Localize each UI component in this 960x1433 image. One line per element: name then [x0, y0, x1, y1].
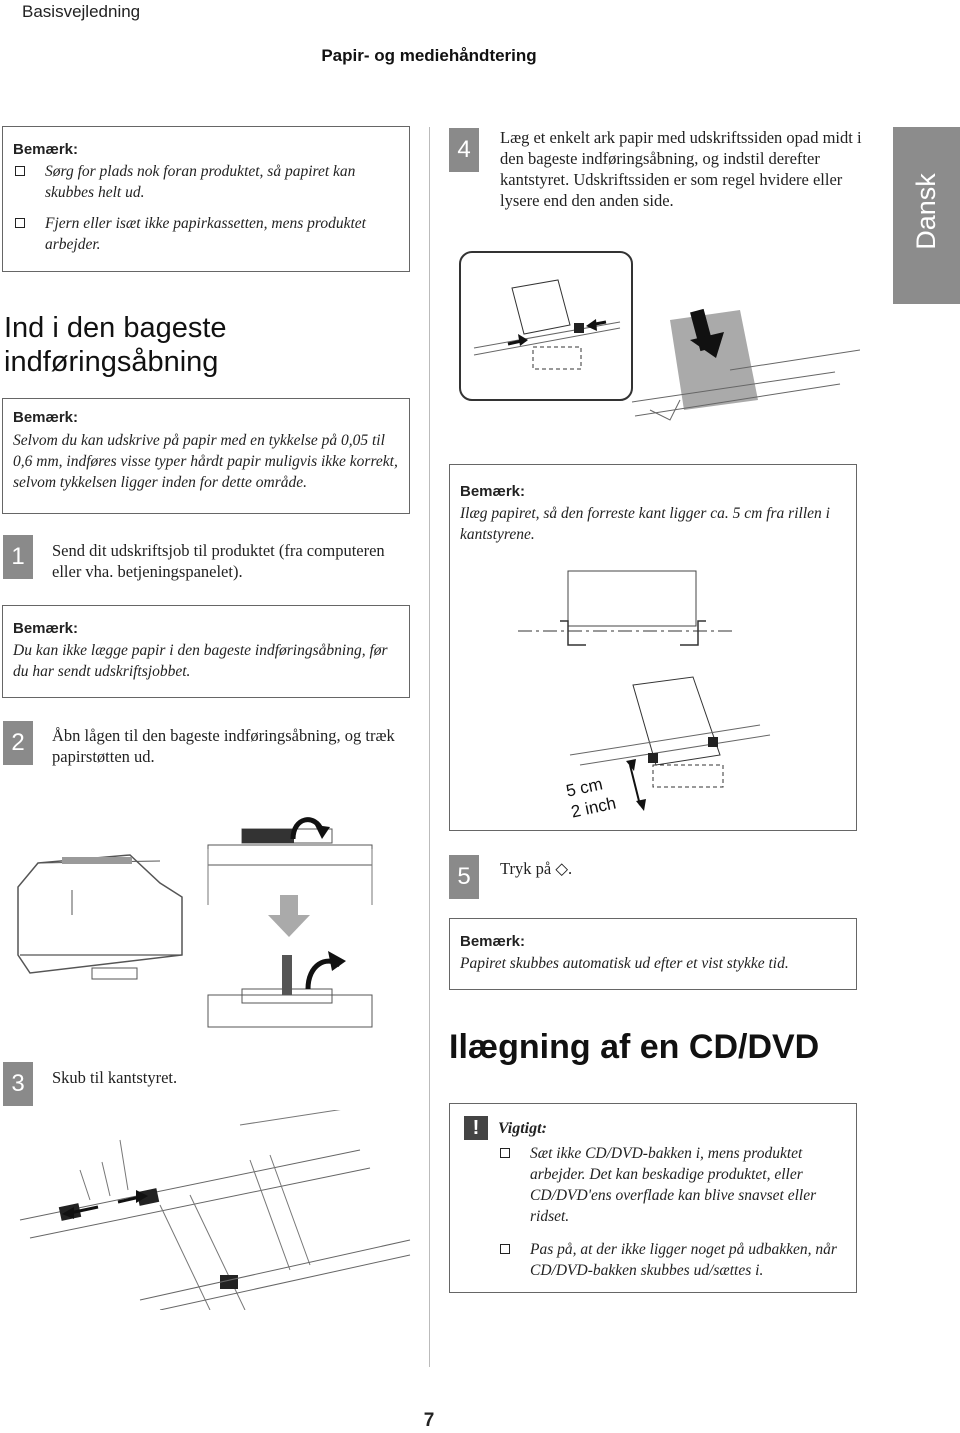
- note-bullet: Sørg for plads nok foran produktet, så papiret kan skubbes helt ud.: [13, 161, 399, 203]
- step-2-text: Åbn lågen til den bageste indføringsåbning, og træk papirstøtten ud.: [52, 726, 395, 766]
- note-title: Bemærk:: [13, 141, 79, 158]
- illustration-slide-edge-guide: [10, 1110, 420, 1310]
- running-header-section: Basisvejledning: [22, 2, 141, 21]
- important-title: Vigtigt:: [498, 1120, 547, 1137]
- step-3-text: Skub til kantstyret.: [52, 1068, 178, 1087]
- step-number-5: 5: [449, 855, 479, 899]
- running-header-chapter: Papir- og mediehåndtering: [321, 46, 537, 65]
- section-heading-cd-dvd: Ilægning af en CD/DVD: [449, 1028, 820, 1066]
- note-text: Selvom du kan udskrive på papir med en tykkelse på 0,05 til 0,6 mm, indføres visse typer hårdt papir muligvis ikke korrekt, selvom tykkelsen ligger inden for dette område.: [13, 432, 398, 491]
- illustration-load-paper: [440, 250, 860, 450]
- page-number: 7: [423, 1410, 435, 1431]
- important-bullet: Pas på, at der ikke ligger noget på udbakken, når CD/DVD-bakken skubbes ud/sættes i.: [450, 1239, 844, 1281]
- language-tab-label: Dansk: [911, 173, 941, 250]
- column-divider: [429, 127, 430, 1367]
- note-box-1: [2, 126, 410, 272]
- step-number-4: 4: [449, 128, 479, 172]
- label-2inch: 2 inch: [569, 793, 618, 822]
- note-title: Bemærk:: [460, 483, 526, 500]
- note-text: Papiret skubbes automatisk ud efter et vist stykke tid.: [460, 955, 789, 972]
- step-1-text: Send dit udskriftsjob til produktet (fra computeren eller vha. betjeningspanelet).: [52, 541, 385, 581]
- important-bullet: Sæt ikke CD/DVD-bakken i, mens produktet arbejder. Det kan beskadige produktet, eller CD/DVD'ens overflade kan blive snavset eller ridset.: [450, 1143, 844, 1227]
- note-title: Bemærk:: [460, 933, 526, 950]
- illustration-paper-position: [450, 565, 855, 829]
- section-heading-rear-feed: Ind i den bageste indføringsåbning: [4, 312, 227, 378]
- note-box-5: [449, 918, 857, 990]
- note-text: Ilæg papiret, så den forreste kant ligger ca. 5 cm fra rillen i kantstyrene.: [460, 505, 830, 543]
- step-number-3: 3: [3, 1062, 33, 1106]
- label-5cm: 5 cm: [564, 774, 605, 801]
- step-number-2: 2: [3, 721, 33, 765]
- language-tab: [893, 127, 960, 304]
- note-title: Bemærk:: [13, 620, 79, 637]
- warning-icon: !: [464, 1116, 488, 1140]
- note-text: Du kan ikke lægge papir i den bageste indføringsåbning, før du har sendt udskriftsjobbet.: [13, 642, 388, 680]
- illustration-open-rear-cover: [10, 805, 410, 1040]
- note-box-3: [2, 605, 410, 698]
- step-5-text: Tryk på ◇.: [500, 859, 573, 878]
- note-bullet: Fjern eller isæt ikke papirkassetten, mens produktet arbejder.: [13, 213, 399, 255]
- step-4-text: Læg et enkelt ark papir med udskriftssiden opad midt i den bageste indføringsåbning, og indstil derefter kantstyret. Udskriftssiden er som regel hvidere eller lysere end den anden side.: [500, 128, 862, 210]
- note-box-2: [2, 398, 410, 514]
- note-title: Bemærk:: [13, 409, 79, 426]
- step-number-1: 1: [3, 535, 33, 579]
- important-box: [449, 1103, 857, 1293]
